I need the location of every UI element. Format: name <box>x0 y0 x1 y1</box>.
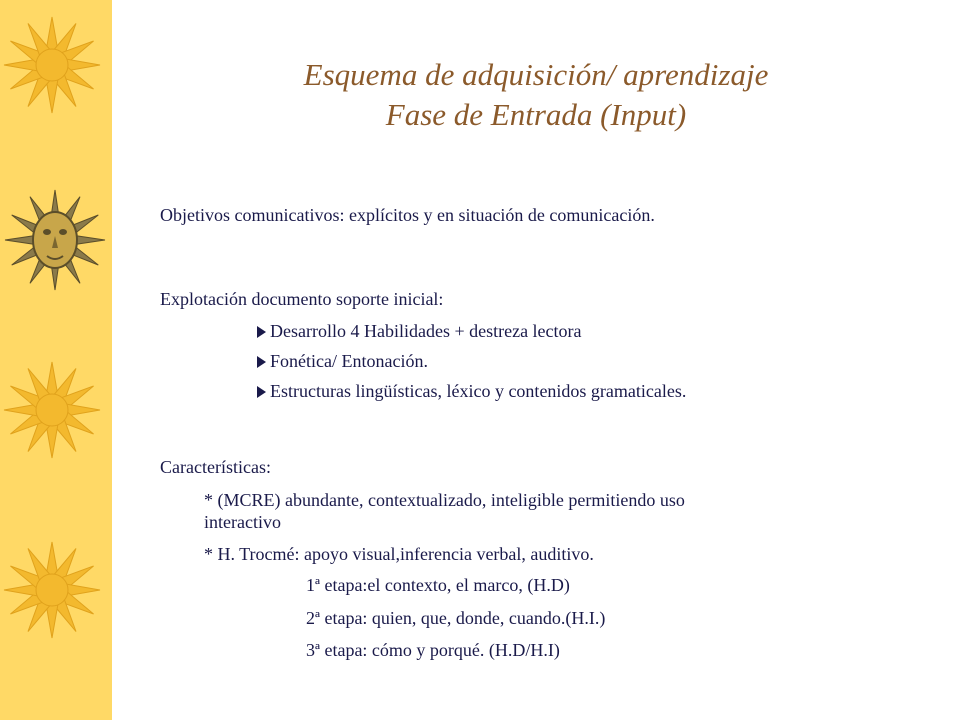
list-item <box>257 350 428 372</box>
slide-title <box>112 55 960 135</box>
explotacion-heading: Explotación documento soporte inicial: <box>160 289 444 309</box>
arrow-bullet-icon <box>257 386 266 398</box>
title-line-2: Fase de Entrada (Input) <box>385 97 687 132</box>
etapa-item: 1ª etapa:el contexto, el marco, (H.D) <box>306 575 570 595</box>
mcre-line-2: interactivo <box>204 512 281 532</box>
sun-icon <box>4 542 100 638</box>
sun-icon <box>4 362 100 458</box>
sun-icon <box>4 17 100 113</box>
etapa-item: 2ª etapa: quien, que, donde, cuando.(H.I.) <box>306 608 606 628</box>
sun-face-icon <box>5 190 105 290</box>
list-item-text: Fonética/ Entonación. <box>270 351 428 371</box>
arrow-bullet-icon <box>257 356 266 368</box>
sun-pattern <box>0 0 112 720</box>
decorative-sidebar <box>0 0 112 720</box>
caracteristicas-heading: Características: <box>160 457 271 477</box>
objetivos-text: Objetivos comunicativos: explícitos y en situación de comunicación. <box>160 205 655 225</box>
title-line-1: Esquema de adquisición/ aprendizaje <box>303 57 769 92</box>
list-item <box>257 320 582 342</box>
etapa-item: 3ª etapa: cómo y porqué. (H.D/H.I) <box>306 640 560 660</box>
arrow-bullet-icon <box>257 326 266 338</box>
list-item <box>257 380 686 402</box>
trocme-text: * H. Trocmé: apoyo visual,inferencia verbal, auditivo. <box>204 544 594 564</box>
list-item-text: Estructuras lingüísticas, léxico y contenidos gramaticales. <box>270 381 687 401</box>
mcre-line-1: * (MCRE) abundante, contextualizado, inteligible permitiendo uso <box>204 490 685 510</box>
list-item-text: Desarrollo 4 Habilidades + destreza lectora <box>270 321 582 341</box>
